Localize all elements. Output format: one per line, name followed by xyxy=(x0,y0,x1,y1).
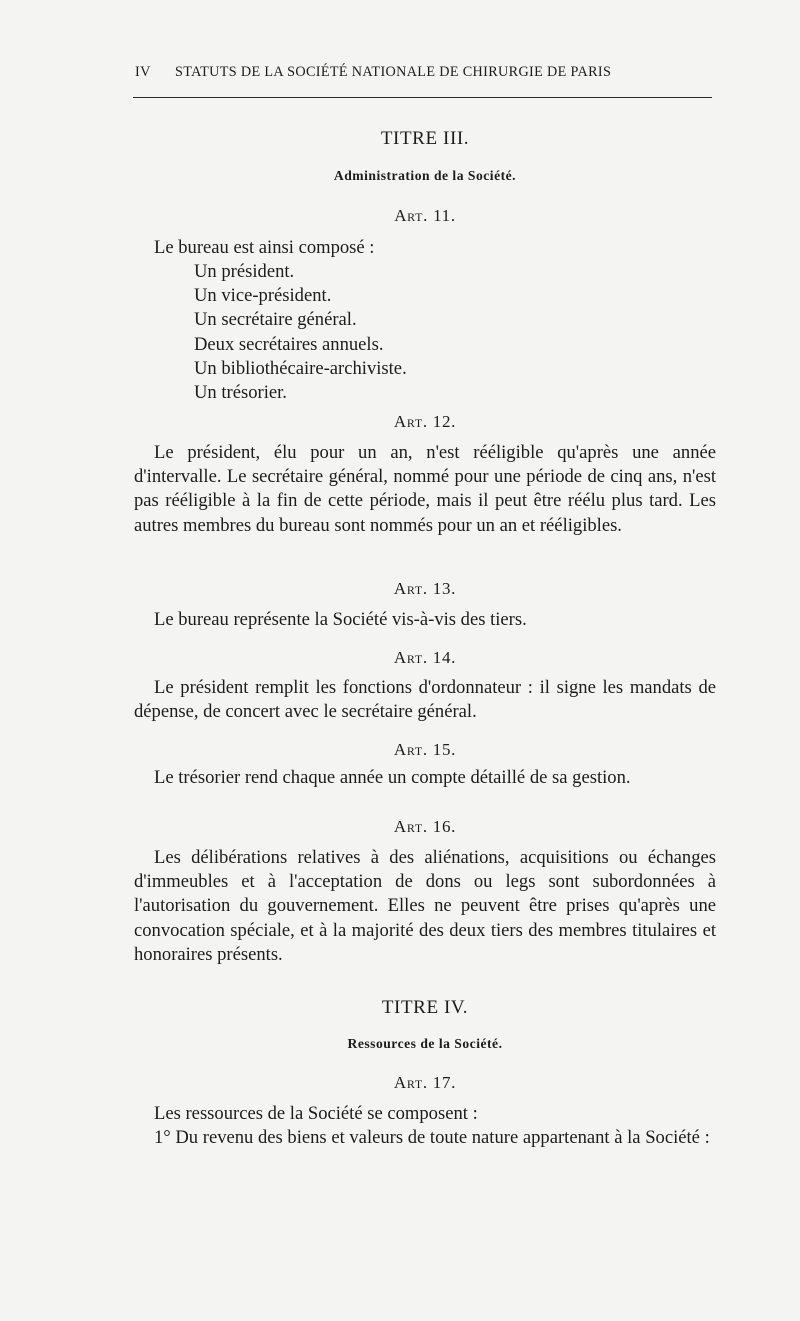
list-item: Un président. xyxy=(194,261,295,282)
page-number: IV xyxy=(135,64,151,80)
article-13-text: Le bureau représente la Société vis-à-vis des tiers. xyxy=(154,609,527,630)
article-12-label: Art. 12. xyxy=(393,412,457,431)
bureau-member-list xyxy=(194,260,644,405)
titre-4-heading: TITRE IV. xyxy=(381,997,469,1018)
titre-4-subtitle: Ressources de la Société. xyxy=(347,1036,503,1051)
list-item: Un vice-président. xyxy=(194,285,332,307)
list-item: Deux secrétaires annuels. xyxy=(194,333,384,355)
article-17-label: Art. 17. xyxy=(393,1073,457,1092)
article-12-text: Le président, élu pour un an, n'est rééligible qu'après une année d'intervalle. Le secrétaire général, nommé pour une période de cinq ans, n'est pas rééligible à la fin de cette période, mais il peut être réélu plus tard. Les autres membres du bureau sont nommés pour un an et rééligibles. xyxy=(134,442,716,536)
article-11-intro: Le bureau est ainsi composé : xyxy=(154,237,375,258)
running-header xyxy=(135,64,715,81)
article-15-text: Le trésorier rend chaque année un compte détaillé de sa gestion. xyxy=(154,767,631,788)
article-16-text: Les délibérations relatives à des aliénations, acquisitions ou échanges d'immeubles et à l'acceptation de dons ou legs sont subordonnées à l'autorisation du gouvernement. Elles ne peuvent être prises qu'après une convocation spéciale, et à la majorité des deux tiers des membres titulaires et honoraires présents. xyxy=(134,847,716,965)
article-14-text: Le président remplit les fonctions d'ordonnateur : il signe les mandats de dépense, de concert avec le secrétaire général. xyxy=(134,677,716,723)
titre-3-heading: TITRE III. xyxy=(380,128,470,149)
article-15-label: Art. 15. xyxy=(393,740,457,759)
article-17-item-1: 1° Du revenu des biens et valeurs de toute nature appartenant à la Société : xyxy=(154,1127,710,1148)
article-11-label: Art. 11. xyxy=(394,206,456,225)
article-14-label: Art. 14. xyxy=(393,648,457,667)
article-16-label: Art. 16. xyxy=(393,817,457,836)
header-rule xyxy=(133,97,712,98)
article-17-intro: Les ressources de la Société se composent : xyxy=(154,1103,478,1124)
running-title: STATUTS DE LA SOCIÉTÉ NATIONALE DE CHIRURGIE DE PARIS xyxy=(175,64,612,80)
titre-3-subtitle: Administration de la Société. xyxy=(333,168,517,183)
list-item: Un secrétaire général. xyxy=(194,309,357,331)
list-item: Un bibliothécaire-archiviste. xyxy=(194,357,407,379)
list-item: Un trésorier. xyxy=(194,382,287,404)
article-13-label: Art. 13. xyxy=(393,579,457,598)
